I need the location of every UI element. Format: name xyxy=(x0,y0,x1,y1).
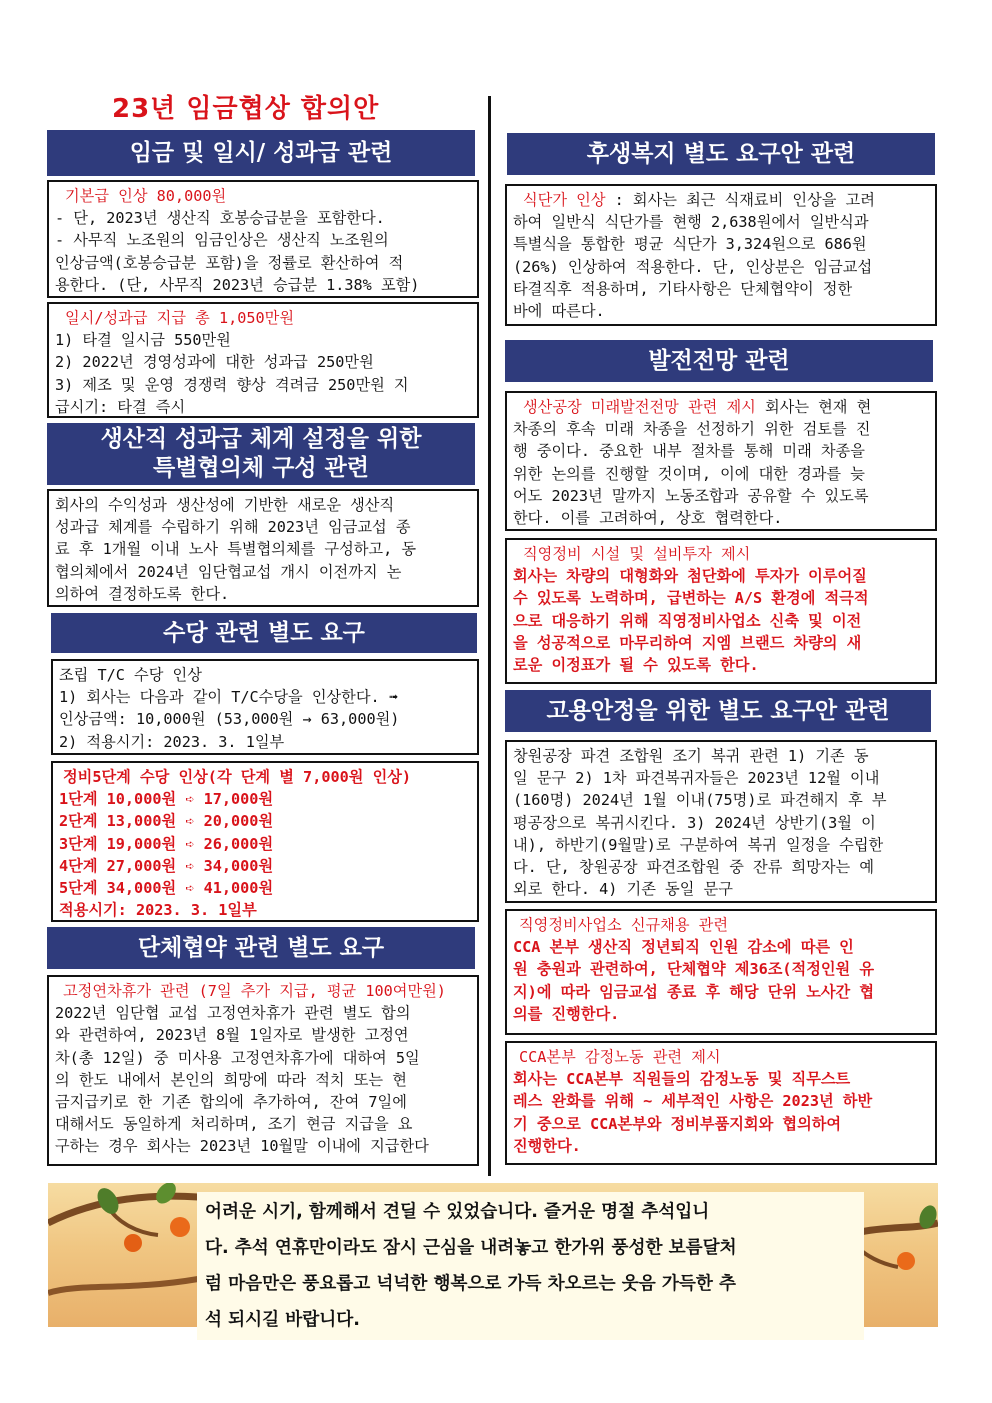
text-line: 1) 회사는 다음과 같이 T/C수당을 인상한다. ➟ xyxy=(59,688,398,707)
tc-label: 조립 T/C 수당 인상 xyxy=(59,666,202,684)
meal-price-box xyxy=(505,184,937,326)
greeting-line: 럼 마음만은 풍요롭고 넉넉한 행복으로 가득 차오르는 웃음 가득한 추 xyxy=(205,1274,737,1294)
text-line: 다. 단, 창원공장 파견조합원 중 잔류 희망자는 예 xyxy=(513,858,875,877)
perf-header-line2: 특별협의체 구성 관련 xyxy=(153,455,369,481)
text-line: 바에 따른다. xyxy=(513,302,605,321)
greeting-line: 다. 추석 연휴만이라도 잠시 근심을 내려놓고 한가위 풍성한 보름달처 xyxy=(205,1238,737,1258)
allowance-section-header: 수당 관련 별도 요구 xyxy=(51,613,477,653)
text-line: 회사는 현재 현 xyxy=(755,398,872,416)
leave-label: 고정연차휴가 관련 (7일 추가 지급, 평균 100여만원) xyxy=(63,982,446,1000)
text-line: 지)에 따라 임금교섭 종료 후 해당 단위 노사간 협 xyxy=(513,982,875,1001)
bonus-box xyxy=(47,302,479,418)
text-line: 회사의 수익성과 생산성에 기반한 새로운 생산직 xyxy=(55,496,395,514)
text-line: 적용시기: 2023. 3. 1일부 xyxy=(59,901,257,920)
base-pay-box xyxy=(47,180,479,298)
text-line: 차종의 후속 미래 차종을 선정하기 위한 검토를 진 xyxy=(513,420,871,439)
text-line: 급시기: 타결 즉시 xyxy=(55,397,186,416)
text-line: 2022년 임단협 교섭 고정연차휴가 관련 별도 합의 xyxy=(55,1004,411,1023)
text-line: 금지급키로 한 기존 합의에 추가하여, 잔여 7일에 xyxy=(55,1093,407,1112)
emotion-label: CCA본부 감정노동 관련 제시 xyxy=(519,1048,721,1066)
meal-label: 식단가 인상 xyxy=(523,191,606,209)
text-line: 을 성공적으로 마무리하여 지엠 브랜드 차량의 새 xyxy=(513,633,862,652)
text-line: 2단계 13,000원 ➪ 20,000원 xyxy=(59,812,274,831)
employment-box xyxy=(505,740,937,903)
maint-label: 정비5단계 수당 인상(각 단계 별 7,000원 인상) xyxy=(63,768,412,786)
text-line: 인상금액: 10,000원 (53,000원 → 63,000원) xyxy=(59,710,400,729)
vision-box xyxy=(505,391,937,531)
text-line: 차(총 12일) 중 미사용 고정연차휴가에 대하여 5일 xyxy=(55,1048,420,1067)
bonus-label: 일시/성과급 지급 총 1,050만원 xyxy=(65,309,295,327)
text-line: - 사무직 노조원의 임금인상은 생산직 노조원의 xyxy=(55,231,389,250)
text-line: 외로 한다. 4) 기존 동일 문구 xyxy=(513,880,733,899)
employment-section-header: 고용안정을 위한 별도 요구안 관련 xyxy=(505,690,931,732)
text-line: 성과급 체계를 수립하기 위해 2023년 임금교섭 종 xyxy=(55,518,411,537)
text-line: 대해서도 동일하게 처리하며, 조기 현금 지급을 요 xyxy=(55,1115,413,1134)
wage-section-header: 임금 및 일시/ 성과급 관련 xyxy=(47,130,475,176)
base-pay-label: 기본급 인상 80,000원 xyxy=(65,187,227,205)
investment-box xyxy=(505,538,937,684)
text-line: 원 충원과 관련하여, 단체협약 제36조(적정인원 유 xyxy=(513,960,875,979)
text-line: 의를 진행한다. xyxy=(513,1004,620,1023)
maintenance-allowance-box xyxy=(51,761,479,922)
text-line: - 단, 2023년 생산직 호봉승급분을 포함한다. xyxy=(55,209,385,228)
text-line: 일 문구 2) 1차 파견복귀자들은 2023년 12월 이내 xyxy=(513,769,880,788)
text-line: 2) 2022년 경영성과에 대한 성과급 250만원 xyxy=(55,353,374,372)
text-line: 2) 적용시기: 2023. 3. 1일부 xyxy=(59,732,285,751)
text-line: 회사는 차량의 대형화와 첨단화에 투자가 이루어질 xyxy=(513,567,867,586)
text-line: 5단계 34,000원 ➪ 41,000원 xyxy=(59,879,274,898)
text-line: 으로 대응하기 위해 직영정비사업소 신축 및 이전 xyxy=(513,611,862,630)
greeting-line: 어려운 시기, 함께해서 견딜 수 있었습니다. 즐거운 명절 추석입니 xyxy=(205,1202,710,1222)
text-line: 하여 일반식 식단가를 현행 2,638원에서 일반식과 xyxy=(513,213,869,232)
text-line: 1) 타결 일시금 550만원 xyxy=(55,331,231,350)
text-line: 4단계 27,000원 ➪ 34,000원 xyxy=(59,856,274,875)
column-divider xyxy=(488,96,491,1176)
page-title: 23년 임금협상 합의안 xyxy=(112,94,380,124)
perf-body-box xyxy=(47,489,479,607)
text-line: 료 후 1개월 이내 노사 특별협의체를 구성하고, 동 xyxy=(55,540,417,559)
text-line: 한다. 이를 고려하여, 상호 협력한다. xyxy=(513,509,783,528)
text-line: (26%) 인상하여 적용한다. 단, 인상분은 임금교섭 xyxy=(513,257,873,276)
text-line: : 회사는 최근 식재료비 인상을 고려 xyxy=(605,191,875,209)
hiring-box xyxy=(505,909,937,1035)
invest-label: 직영정비 시설 및 설비투자 제시 xyxy=(523,545,751,563)
text-line: 1단계 10,000원 ➪ 17,000원 xyxy=(59,790,274,809)
footer-greeting xyxy=(197,1192,864,1340)
hire-label: 직영정비사업소 신규채용 관련 xyxy=(519,916,729,934)
text-line: 창원공장 파견 조합원 조기 복귀 관련 1) 기존 동 xyxy=(513,747,869,765)
text-line: 인상금액(호봉승급분 포함)을 정률로 환산하여 적 xyxy=(55,253,404,272)
text-line: 수 있도록 노력하며, 급변하는 A/S 환경에 적극적 xyxy=(513,589,869,608)
text-line: 협의체에서 2024년 임단협교섭 개시 이전까지 논 xyxy=(55,562,402,581)
text-line: 와 관련하여, 2023년 8월 1일자로 발생한 고정연 xyxy=(55,1026,409,1045)
text-line: 회사는 CCA본부 직원들의 감정노동 및 직무스트 xyxy=(513,1070,851,1089)
text-line: CCA 본부 생산직 정년퇴직 인원 감소에 따른 인 xyxy=(513,938,854,957)
text-line: 3단계 19,000원 ➪ 26,000원 xyxy=(59,834,274,853)
text-line: 진행한다. xyxy=(513,1136,581,1155)
text-line: 어도 2023년 말까지 노동조합과 공유할 수 있도록 xyxy=(513,486,869,505)
text-line: 행 중이다. 중요한 내부 절차를 통해 미래 차종을 xyxy=(513,442,865,461)
text-line: 레스 완화를 위해 ~ 세부적인 사항은 2023년 하반 xyxy=(513,1092,873,1111)
text-line: 로운 이정표가 될 수 있도록 한다. xyxy=(513,656,759,675)
perf-section-header xyxy=(47,423,475,485)
text-line: 의하여 결정하도록 한다. xyxy=(55,584,230,603)
perf-header-line1: 생산직 성과급 체계 설정을 위한 xyxy=(100,426,422,452)
text-line: 내), 하반기(9월말)로 구분하여 복귀 일정을 수립한 xyxy=(513,835,884,854)
text-line: 위한 논의를 진행할 것이며, 이에 대한 경과를 늦 xyxy=(513,464,865,483)
text-line: 타결직후 적용하며, 기타사항은 단체협약이 정한 xyxy=(513,279,853,298)
text-line: 용한다. (단, 사무직 2023년 승급분 1.38% 포함) xyxy=(55,275,420,294)
vision-section-header: 발전전망 관련 xyxy=(505,340,933,382)
greeting-line: 석 되시길 바랍니다. xyxy=(205,1310,360,1330)
text-line: 특별식을 통합한 평균 식단가 3,324원으로 686원 xyxy=(513,235,867,254)
text-line: 3) 제조 및 운영 경쟁력 향상 격려금 250만원 지 xyxy=(55,375,409,394)
vision-label: 생산공장 미래발전전망 관련 제시 xyxy=(523,398,756,416)
welfare-section-header: 후생복지 별도 요구안 관련 xyxy=(507,133,935,175)
text-line: 의 한도 내에서 본인의 희망에 따라 적치 또는 현 xyxy=(55,1070,407,1089)
text-line: 구하는 경우 회사는 2023년 10월말 이내에 지급한다 xyxy=(55,1137,429,1156)
emotional-labor-box xyxy=(505,1041,937,1165)
collective-section-header: 단체협약 관련 별도 요구 xyxy=(47,927,475,969)
text-line: 평공장으로 복귀시킨다. 3) 2024년 상반기(3월 이 xyxy=(513,813,876,832)
text-line: 기 중으로 CCA본부와 정비부품지회와 협의하여 xyxy=(513,1114,842,1133)
tc-allowance-box xyxy=(51,659,479,755)
text-line: (160명) 2024년 1월 이내(75명)로 파견해지 후 부 xyxy=(513,791,887,810)
fixed-leave-box xyxy=(47,975,479,1166)
